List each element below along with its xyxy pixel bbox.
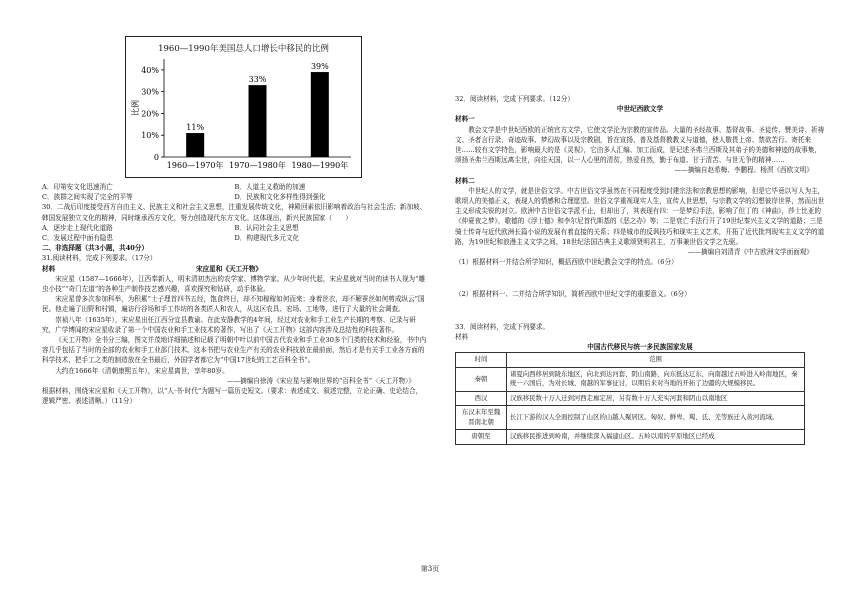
q31-task: 根据材料，围绕宋应星和《天工开物》，以“人·书·时代”为题写一篇历史短文。（要求：表述成文、叙述完整，立论正确、史论结合，逻辑严密、表述清晰。）（11分） [42,387,423,406]
y-tick-label: 10% [141,131,159,141]
q32-stem: 32．阅读材料，完成下列要求。（12分） [455,95,574,103]
chart-bar [186,133,204,157]
q31-source: ——摘编自徐涛《宋应星与影响世界的“百科全书”〈天工开物〉》 [226,376,415,385]
q31-paragraph: 宋应星（1587—1666年），江西奉新人，明末清初杰出的农学家、博物学家。从少年时代起，宋应星就对当时的读书人视为“雕虫小技”“奇门左道”的各种生产制作技艺感兴趣，喜欢探究和钻研，动手体验。 [42,274,426,294]
section-heading: 二、非选择题（共3小题，共40分） [42,244,149,253]
q30-option-d: D．构建现代多元文化 [234,234,300,243]
q32-task2: （2）根据材料一、二并结合所学知识，简析西欧中世纪文学的重要意义。（6分） [455,290,691,299]
q33-stem: 33．阅读材料，完成下列要求。 [455,322,550,331]
table-cell: 汉族移民数十万人迁到河西走廊定居，另有数十万人充实河套和阴山以南地区 [507,391,805,406]
q29-option-b: B．人道主义救助的加速 [234,183,306,191]
q31-stem: 31.阅读材料，完成下列要求。（17分） [42,254,157,263]
table-cell: 东汉末年至魏晋南北朝 [456,406,507,430]
chart-bar [249,85,267,157]
table-header-cell: 范围 [507,353,805,368]
y-tick-label: 20% [141,109,159,119]
table-header-row [456,353,805,368]
q29-option-c: C．族群之间实现了完全的平等 [42,193,133,202]
migration-table [455,352,805,445]
q32-material2-source: ——摘编自刘清青《中古欧洲文学面面观》 [687,248,813,257]
q32-task1: （1）根据材料一并结合所学知识，概括西欧中世纪教会文学的特点。（6分） [455,258,678,267]
table-row [456,406,805,430]
q29-options [42,182,427,202]
page-number: 第3页 [420,565,440,573]
x-category-label: 1970—1980年 [229,161,286,170]
x-category-label: 1960—1970年 [166,161,224,170]
table-cell: 诸夏向西移居到陇东地区，向北到达河套、阴山南路，向东抵达辽东，向南越过五岭进入岭南地区，秦统一六国后，为对长城、南越的军事征讨，以期后来对当地的开拓了边疆的大规模移民。 [507,367,805,391]
chart-svg [126,37,361,177]
table-cell: 秦朝 [456,367,507,391]
q32-title: 中世纪西欧文学 [616,105,664,114]
table-cell: 汉族移民推进到岭南，并继续深入福建山区。五岭以南的平原地区已经成 [507,430,805,445]
q32-material2-label: 材料二 [455,176,475,185]
q30-option-b: B．认同社会主义思想 [234,223,299,232]
y-tick-label: 0 [153,153,159,162]
table-row [456,367,805,391]
q31-paragraph: 宋应星曾多次参加科举，为积累“士子理首四书五经，饱食终日，却不知稼稼如何而来；身着丝衣，却不解蚕丝如何剪成纵云”国民。他走遍了田野和村镇，遍访行谷场和手工作坊的各类匠人和农人，从这区农具、宏场、工地等，进行了大量的社会调查。 [42,295,425,314]
y-tick-label: 30% [141,87,159,97]
q33-material-label: 材料 [455,332,469,341]
q31-material-header [42,264,427,274]
q32-material1-source: ——摘编自赵希梅、李鹏程、杨溟《西欧文明》 [674,166,813,175]
q32-material1-label: 材料一 [455,115,475,124]
q30-stem: 30．二战后印度接受西方自由主义、民族主义和社会主义思想，注重发展传统文化，神殿回素依旧影响着政治与社会生活；新加坡、韩国发展独立文化的精神，同时继承西方文化，努力创造现代东方文化。这体现出，新兴民族国家（ ） [42,203,427,222]
table-row [456,391,805,406]
y-axis-label: 比例 [131,100,140,116]
q29-option-d: D．民族和文化多样性得到强化 [234,193,326,202]
y-tick-label: 40% [141,65,159,75]
bar-value-label: 11% [186,123,205,133]
table-cell: 唐朝至 [456,430,507,445]
q31-material-label: 材料 [42,264,56,273]
bar-value-label: 33% [248,75,267,85]
right-column [455,94,825,445]
table-row [456,430,805,445]
q33-table-title: 中国古代移民与统一多民族国家发展 [587,343,693,352]
x-category-label: 1980—1990年 [291,161,349,170]
table-header-cell: 时间 [456,353,507,368]
q31-paragraph: 《天工开物》全书分三编，图文并茂地详细描述和记载了明朝中叶以前中国古代农业和手工业30多个门类的技术和经验，书中内容几乎包括了当时的全部的农业和手工业部门技术。这本书把与农业生产有关的农业科技放在最前面，然后才是有关手工业各方面的科学技术，把手工之类的制造放在全书最后，外国学者都它为“中国17世纪的工艺百科全书”。 [42,336,427,365]
chart-title: 1960—1990年美国总人口增长中移民的比例 [158,44,329,54]
q31-title: 宋应星和《天工开物》 [196,264,262,273]
q31-paragraph: 崇祯八年（1635年），宋应星出任江西分宜县教谕。在此安静教学的4年间，经过对农业和手工业生产长期的考察、记录与研究，广学博闻的宋应星收录了第一个中国农业和手工业技术的著作，写出了《天工开物》这部内容涉及总结性的科技著作。 [42,315,416,334]
table-cell: 长江下游的汉人全面控制了山区的山越人聚居区。匈奴、鲜卑、羯、氐、羌等族迁入黄河流域。 [507,406,805,430]
q31-paragraph: 大约在1666年（清朝康熙五年），宋应星离世，享年80岁。 [55,366,229,375]
q30-option-c: C．发展过程中面有隐患 [42,234,113,243]
q30-option-a: A．逐步走上现代化道路 [42,223,113,232]
left-column [42,182,427,406]
q32-material1-text: 教会文学是中世纪西欧的正统官方文学，它使文学沦为宗教的宣传品。大量的圣经故事、基督故事、圣徒传、赞美诗、祈祷文、圣者言行录、奇迹故事、梦幻故事以及宗教剧，旨在宣扬、普及基督教教义与道德，使人敬畏上帝、禁欲苦行、寄托来世……较有文学特色，影响最大的是《灵视》，它由多人汇编、加工而成，是记述圣弗兰西斯及其弟子的美德和神迹的故事集，颂扬圣弗兰西斯远离尘世，向往天国，以一人心里的清贫，热爱自然，勤于布道、甘于清苦、与世无争的精神…… [455,125,825,165]
q30-options [42,223,427,243]
bar-value-label: 39% [310,62,329,72]
chart-bar [311,72,329,157]
immigration-bar-chart [125,36,362,178]
q32-material2-text: 中世纪人的文学，就是世俗文学。中古世俗文学虽然在不同程度受到封建宗法和宗教思想的影响，但是它毕竟以写人为主，歌颂人的美德正义，表现人的情感和合理愿望。世俗文学重视现实人生，宣传人世思想，与宗教文学的幻想彼岸世界，然而出世主义形成尖锐的对立。欧洲中古世俗文学派不止，但却出了，其表现有四：一是梦幻手法，影响了但丁的《神曲》，莎士比亚的《仲夏夜之梦》，歌德的《浮士德》和李尔尼首代斯基的《恶之办》等；二是衰亡手法行开了19世纪秦兴主义文学的道路；三是骑士传奇与近代欧洲长篇小说的发展有着直接的关系；四是城市的反讽技巧和现实主义艺术，开拓了近代批判现实主义文学的道路，为19世纪和浪漫主义文学之间，18世纪法国古典主义歌颂贤明君主，万事兼世俗文学之先驱。 [455,186,825,246]
q29-option-a: A．印第安文化迅速消亡 [42,183,113,191]
table-cell: 西汉 [456,391,507,406]
